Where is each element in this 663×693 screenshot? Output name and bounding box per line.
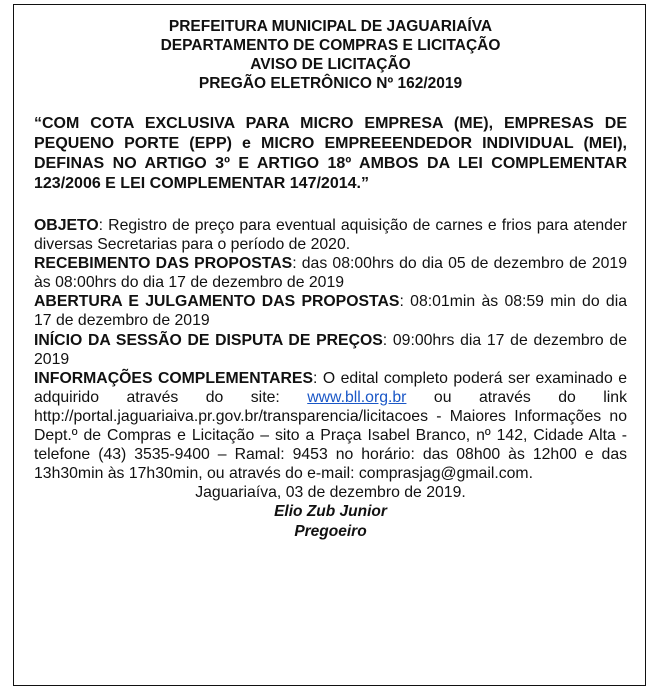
abertura-text: : 08:01min às 08:59 min do dia 17 de dezembro de 2019: [34, 293, 627, 330]
info-paragraph: [34, 369, 627, 484]
info-text-after-link: ou através do link http://portal.jaguariaiva.pr.gov.br/transparencia/licitacoes - Maiores Informações no Dept.º de Compras e Licitação – sito a Praça Isabel Branco, nº 142, Cidade Alta - telefone (43) 3535-9400 – Ramal: 9453 no horário: das 08h00 às 12h00 e das 13h30min às 17h30min, ou através do e-mail: comprasjag@gmail.com.: [34, 388, 627, 483]
header-aviso: AVISO DE LICITAÇÃO: [250, 56, 411, 73]
recebimento-text: : das 08:00hrs do dia 05 de dezembro de 2019 às 08:00hrs do dia 17 de dezembro de 2019: [34, 255, 627, 292]
exclusive-quota-statement: “COM COTA EXCLUSIVA PARA MICRO EMPRESA (ME), EMPRESAS DE PEQUENO PORTE (EPP) e MICRO EMPREEENDEDOR INDIVIDUAL (MEI), DEFINAS NO ARTIGO 3º E ARTIGO 18º AMBOS DA LEI COMPLEMENTAR 123/2006 E LEI COMPLEMENTAR 147/2014.”: [34, 115, 627, 192]
notice-header: [34, 17, 627, 93]
objeto-label: OBJETO: [34, 217, 99, 234]
inicio-text: : 09:00hrs dia 17 de dezembro de 2019: [34, 331, 627, 368]
objeto-paragraph: [34, 216, 627, 254]
notice-body: [34, 216, 627, 502]
inicio-paragraph: [34, 331, 627, 369]
signature-block: [34, 502, 627, 541]
signatory-name: Elio Zub Junior: [274, 503, 387, 521]
abertura-paragraph: [34, 292, 627, 330]
objeto-text: : Registro de preço para eventual aquisição de carnes e frios para atender diversas Secretarias para o período de 2020.: [34, 217, 627, 254]
signatory-role: Pregoeiro: [294, 522, 367, 540]
inicio-label: INÍCIO DA SESSÃO DE DISPUTA DE PREÇOS: [34, 331, 383, 349]
abertura-label: ABERTURA E JULGAMENTO DAS PROPOSTAS: [34, 293, 400, 311]
info-label: INFORMAÇÕES COMPLEMENTARES: [34, 369, 313, 387]
header-pregao: PREGÃO ELETRÔNICO Nº 162/2019: [198, 75, 463, 92]
info-text-before-link: : O edital completo poderá ser examinado e adquirido através do site:: [34, 369, 627, 406]
recebimento-paragraph: [34, 254, 627, 292]
recebimento-label: RECEBIMENTO DAS PROPOSTAS: [34, 255, 293, 273]
bll-site-link[interactable]: www.bll.org.br: [307, 388, 407, 406]
header-departamento: DEPARTAMENTO DE COMPRAS E LICITAÇÃO: [160, 37, 501, 54]
place-date: Jaguariaíva, 03 de dezembro de 2019.: [195, 484, 466, 502]
licitacao-notice: [13, 4, 646, 686]
header-prefeitura: PREFEITURA MUNICIPAL DE JAGUARIAÍVA: [168, 18, 493, 35]
